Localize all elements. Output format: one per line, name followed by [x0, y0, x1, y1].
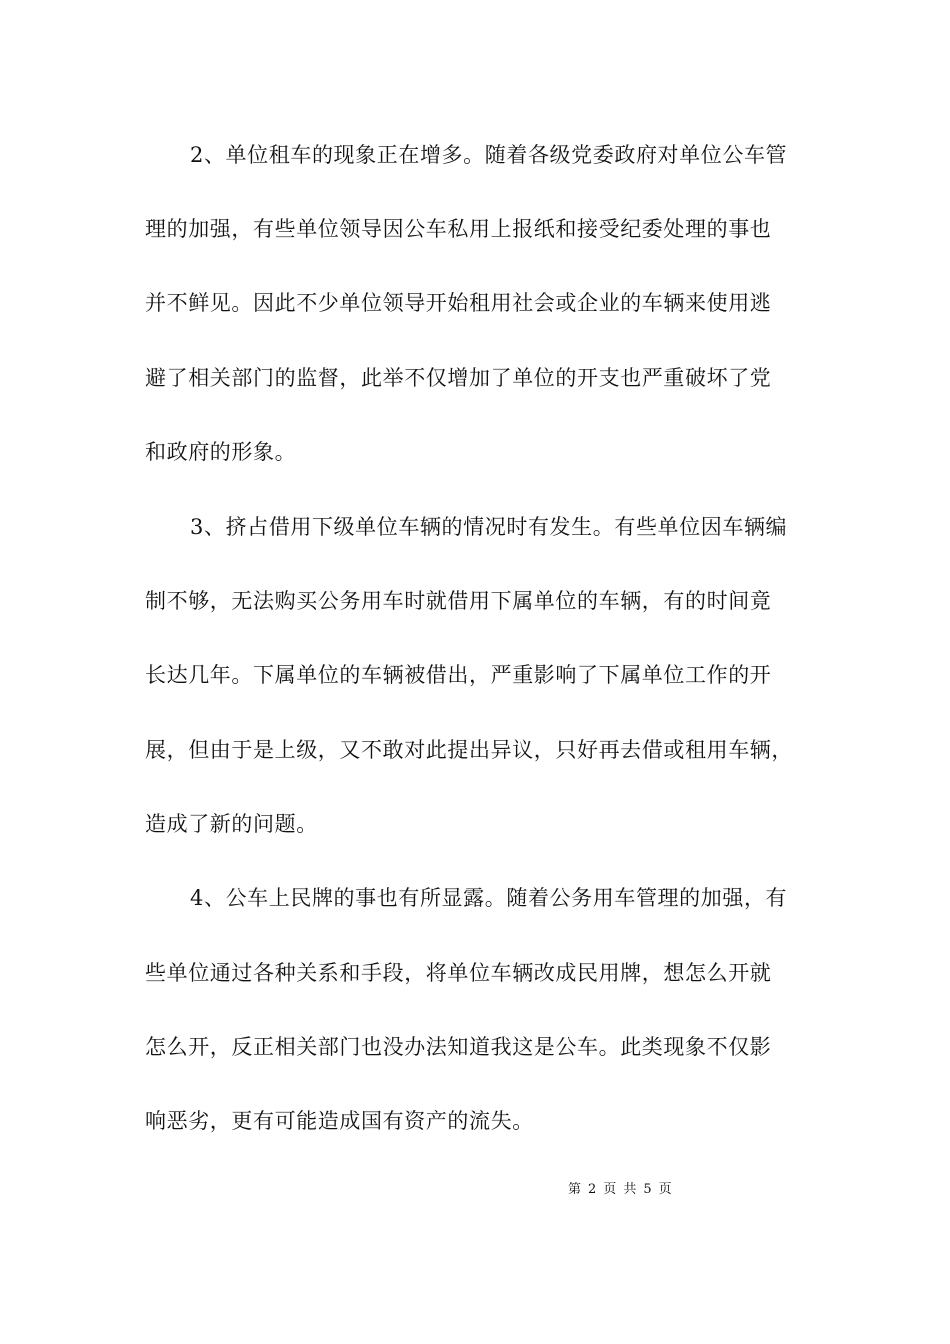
- paragraph-2-line-4: 避了相关部门的监督，此举不仅增加了单位的开支也严重破坏了党: [145, 366, 772, 390]
- paragraph-2-line-5: 和政府的形象。: [145, 440, 297, 464]
- paragraph-3-line-1: 3、挤占借用下级单位车辆的情况时有发生。有些单位因车辆编: [190, 515, 788, 539]
- footer-total-word: 共: [623, 1182, 638, 1197]
- paragraph-4-line-4: 响恶劣，更有可能造成国有资产的流失。: [145, 1109, 534, 1133]
- paragraph-3-line-5: 造成了新的问题。: [145, 812, 318, 836]
- paragraph-3-line-3: 长达几年。下属单位的车辆被借出，严重影响了下属单位工作的开: [145, 663, 772, 687]
- paragraph-2-line-3: 并不鲜见。因此不少单位领导开始租用社会或企业的车辆来使用逃: [145, 291, 772, 315]
- paragraph-4-line-1: 4、公车上民牌的事也有所显露。随着公务用车管理的加强，有: [190, 886, 788, 910]
- footer-suffix: 页: [658, 1182, 673, 1197]
- footer-page-word: 页: [603, 1182, 618, 1197]
- footer-prefix: 第: [568, 1182, 583, 1197]
- page-number: [565, 1181, 676, 1199]
- paragraph-3-line-4: 展，但由于是上级，又不敢对此提出异议，只好再去借或租用车辆，: [145, 738, 793, 762]
- paragraph-4-line-2: 些单位通过各种关系和手段，将单位车辆改成民用牌，想怎么开就: [145, 961, 772, 985]
- paragraph-2-line-2: 理的加强，有些单位领导因公车私用上报纸和接受纪委处理的事也: [145, 217, 772, 241]
- footer-current-page: 2: [588, 1182, 598, 1197]
- footer-total-pages: 5: [643, 1182, 653, 1197]
- paragraph-2-line-1: 2、单位租车的现象正在增多。随着各级党委政府对单位公车管: [190, 143, 788, 167]
- paragraph-4-line-3: 怎么开，反正相关部门也没办法知道我这是公车。此类现象不仅影: [145, 1035, 772, 1059]
- paragraph-3-line-2: 制不够，无法购买公务用车时就借用下属单位的车辆，有的时间竟: [145, 589, 772, 613]
